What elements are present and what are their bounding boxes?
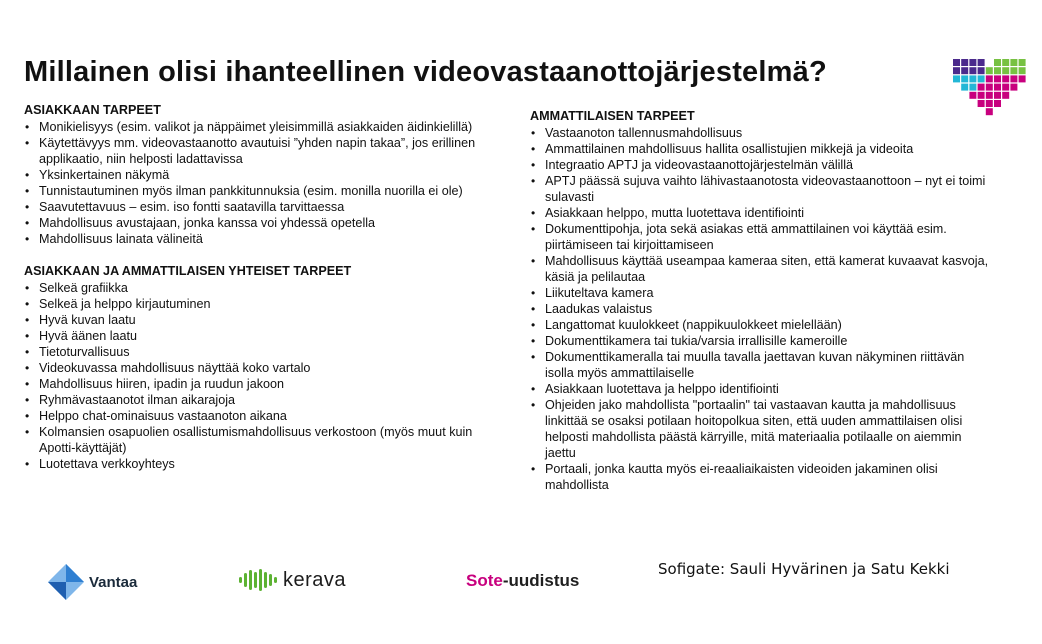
logo-pixel (1002, 67, 1009, 74)
logo-pixel (969, 84, 976, 91)
logo-pixel (961, 67, 968, 74)
list-item: • Videokuvassa mahdollisuus näyttää koko vartalo (24, 360, 502, 376)
logo-pixel (986, 92, 993, 99)
list-item: • Dokumenttikamera tai tukia/varsia irrallisille kameroille (530, 333, 990, 349)
logo-pixel (953, 75, 960, 82)
logo-pixel (986, 67, 993, 74)
list-item: • Tietoturvallisuus (24, 344, 502, 360)
logo-pixel (978, 59, 985, 66)
logo-pixel (1019, 59, 1026, 66)
list-item: • Helppo chat-ominaisuus vastaanoton aikana (24, 408, 502, 424)
professional-needs-list (530, 125, 990, 493)
logo-pixel (978, 67, 985, 74)
list-item: • Mahdollisuus hiiren, ipadin ja ruudun jakoon (24, 376, 502, 392)
right-column (530, 108, 990, 493)
logo-pixel (994, 75, 1001, 82)
page-title: Millainen olisi ihanteellinen videovastaanottojärjestelmä? (24, 56, 827, 88)
logo-pixel (978, 75, 985, 82)
list-item: • Ammattilainen mahdollisuus hallita osallistujien mikkejä ja videoita (530, 141, 990, 157)
list-item: • Laadukas valaistus (530, 301, 990, 317)
list-item: • Mahdollisuus käyttää useampaa kameraa siten, että kamerat kuvaavat kasvoja, käsiä ja pelilautaa (530, 253, 990, 285)
logo-pixel (986, 100, 993, 107)
logo-pixel (1002, 84, 1009, 91)
list-item: • Yksinkertainen näkymä (24, 167, 502, 183)
kerava-wave-icon (238, 568, 280, 592)
logo-pixel (994, 84, 1001, 91)
vantaa-label: Vantaa (89, 573, 138, 591)
logo-pixel (994, 92, 1001, 99)
logo-pixel (978, 100, 985, 107)
list-item: • Dokumenttipohja, jota sekä asiakas että ammattilainen voi käyttää esim. piirtämiseen tai kirjoittamiseen (530, 221, 990, 253)
logo-pixel (961, 59, 968, 66)
list-item: • Vastaanoton tallennusmahdollisuus (530, 125, 990, 141)
list-item: • Dokumenttikameralla tai muulla tavalla jaettavan kuvan näkyminen riittävän isolla myös ammattilaiselle (530, 349, 990, 381)
list-item: • Mahdollisuus lainata välineitä (24, 231, 502, 247)
kerava-logo (238, 568, 346, 592)
list-item: • Selkeä grafiikka (24, 280, 502, 296)
logo-pixel (994, 67, 1001, 74)
list-item: • Käytettävyys mm. videovastaanotto avautuisi ”yhden napin takaa”, jos erillinen applikaatio, niin helposti ladattavissa (24, 135, 502, 167)
logo-pixel (961, 84, 968, 91)
shared-needs-list (24, 280, 502, 472)
list-item: • Asiakkaan luotettava ja helppo identifiointi (530, 381, 990, 397)
uudistus-label: -uudistus (502, 571, 580, 590)
professional-needs-heading: AMMATTILAISEN TARPEET (530, 109, 695, 123)
logo-pixel (994, 100, 1001, 107)
list-item: • Liikuteltava kamera (530, 285, 990, 301)
customer-needs-list (24, 119, 502, 247)
logo-pixel (969, 59, 976, 66)
list-item: • Saavutettavuus – esim. iso fontti saatavilla tarvittaessa (24, 199, 502, 215)
logo-pixel (1010, 59, 1017, 66)
logo-pixel (969, 67, 976, 74)
logo-pixel (1010, 75, 1017, 82)
list-item: • Kolmansien osapuolien osallistumismahdollisuus verkostoon (myös muut kuin Apotti-käyttäjät) (24, 424, 502, 456)
list-item: • Luotettava verkkoyhteys (24, 456, 502, 472)
sote-uudistus-logo (466, 571, 579, 591)
list-item: • Portaali, jonka kautta myös ei-reaaliaikaisten videoiden jakaminen olisi mahdollista (530, 461, 990, 493)
logo-pixel (1019, 75, 1026, 82)
list-item: • Tunnistautuminen myös ilman pankkitunnuksia (esim. monilla nuorilla ei ole) (24, 183, 502, 199)
list-item: • Ohjeiden jako mahdollista "portaalin" tai vastaavan kautta ja mahdollisuus linkittää se osaksi potilaan hoitopolkua siten, että uuden ammattilaisen olisi helposti mahdollista päästä kärryille, mitä materiaalia potilaalle on aiemmin jaettu (530, 397, 990, 461)
list-item: • Langattomat kuulokkeet (nappikuulokkeet mielellään) (530, 317, 990, 333)
logo-pixel (961, 75, 968, 82)
logo-pixel (969, 75, 976, 82)
vantaa-diamond-icon (47, 563, 85, 601)
logo-pixel (978, 84, 985, 91)
logo-pixel (969, 92, 976, 99)
list-item: • Hyvä äänen laatu (24, 328, 502, 344)
list-item: • Mahdollisuus avustajaan, jonka kanssa voi yhdessä opetella (24, 215, 502, 231)
list-item: • Hyvä kuvan laatu (24, 312, 502, 328)
logo-pixel (1010, 84, 1017, 91)
logo-pixel (1002, 59, 1009, 66)
vantaa-logo (47, 563, 137, 601)
logo-pixel (986, 84, 993, 91)
list-item: • Monikielisyys (esim. valikot ja näppäimet yleisimmillä asiakkaiden äidinkielillä) (24, 119, 502, 135)
list-item: • APTJ päässä sujuva vaihto lähivastaanotosta videovastaanottoon – nyt ei toimi sulavasti (530, 173, 990, 205)
kerava-label: kerava (283, 568, 347, 591)
list-item: • Integraatio APTJ ja videovastaanottojärjestelmän välillä (530, 157, 990, 173)
logo-pixel (953, 59, 960, 66)
logo-pixel (986, 75, 993, 82)
customer-needs-heading: ASIAKKAAN TARPEET (24, 103, 161, 117)
logo-pixel (1002, 92, 1009, 99)
logo-pixel (953, 67, 960, 74)
logo-pixel (1002, 75, 1009, 82)
credit-text: Sofigate: Sauli Hyvärinen ja Satu Kekki (658, 560, 950, 578)
list-item: • Asiakkaan helppo, mutta luotettava identifiointi (530, 205, 990, 221)
logo-pixel (994, 59, 1001, 66)
list-item: • Selkeä ja helppo kirjautuminen (24, 296, 502, 312)
left-column (24, 102, 502, 472)
shared-needs-heading: ASIAKKAAN JA AMMATTILAISEN YHTEISET TARPEET (24, 264, 352, 278)
list-item: • Ryhmävastaanotot ilman aikarajoja (24, 392, 502, 408)
logo-pixel (1019, 67, 1026, 74)
logo-pixel (978, 92, 985, 99)
logo-pixel (1010, 67, 1017, 74)
sote-label: Sote (466, 571, 503, 590)
